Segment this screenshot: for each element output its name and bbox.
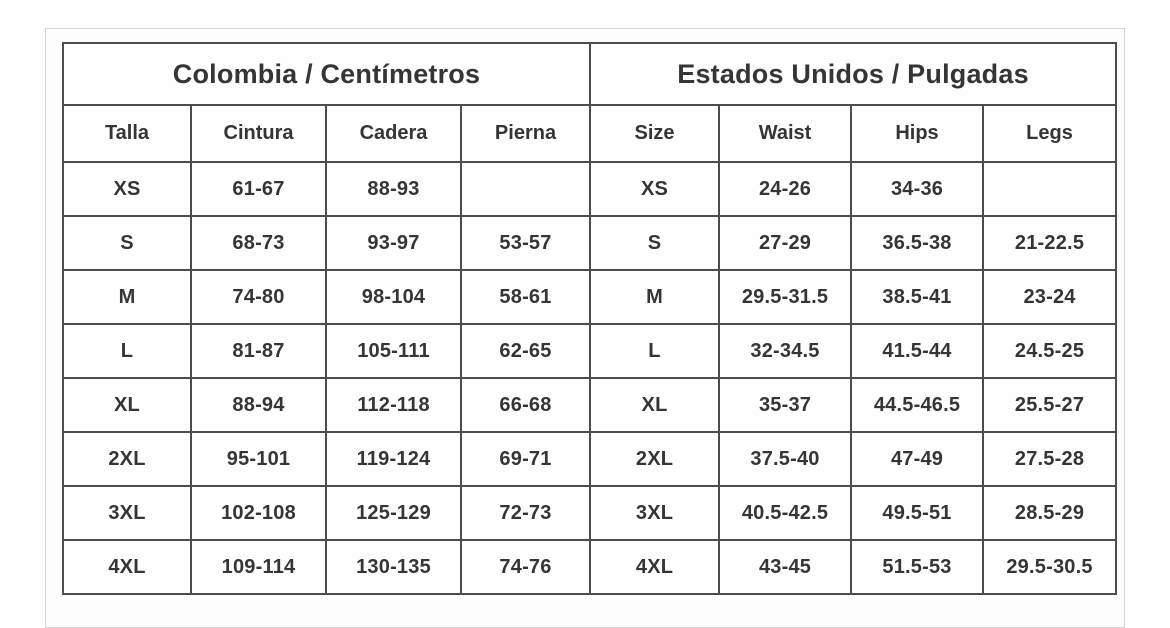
cell-legs-cm: 69-71 — [461, 432, 590, 486]
cell-legs-in: 21-22.5 — [983, 216, 1116, 270]
column-header-talla: Talla — [63, 105, 191, 162]
table-row-2xl — [63, 432, 1116, 486]
cell-size-us: 3XL — [590, 486, 719, 540]
cell-waist-cm: 88-94 — [191, 378, 326, 432]
table-row-3xl — [63, 486, 1116, 540]
cell-size: XL — [63, 378, 191, 432]
cell-legs-in: 28.5-29 — [983, 486, 1116, 540]
cell-waist-cm: 61-67 — [191, 162, 326, 216]
cell-waist-cm: 102-108 — [191, 486, 326, 540]
cell-size: S — [63, 216, 191, 270]
cell-size-us: XL — [590, 378, 719, 432]
table-row-xl — [63, 378, 1116, 432]
size-chart-card — [45, 28, 1125, 628]
column-header-size: Size — [590, 105, 719, 162]
column-header-cintura: Cintura — [191, 105, 326, 162]
cell-waist-cm: 68-73 — [191, 216, 326, 270]
cell-hips-in: 44.5-46.5 — [851, 378, 983, 432]
cell-legs-cm: 53-57 — [461, 216, 590, 270]
cell-size-us: 4XL — [590, 540, 719, 594]
cell-hips-cm: 119-124 — [326, 432, 461, 486]
cell-legs-in: 23-24 — [983, 270, 1116, 324]
cell-size: M — [63, 270, 191, 324]
cell-legs-in — [983, 162, 1116, 216]
cell-hips-in: 49.5-51 — [851, 486, 983, 540]
cell-size-us: XS — [590, 162, 719, 216]
cell-legs-in: 25.5-27 — [983, 378, 1116, 432]
section-header-row — [63, 43, 1116, 105]
cell-size-us: L — [590, 324, 719, 378]
column-header-hips: Hips — [851, 105, 983, 162]
cell-waist-in: 40.5-42.5 — [719, 486, 851, 540]
cell-waist-in: 37.5-40 — [719, 432, 851, 486]
column-header-legs: Legs — [983, 105, 1116, 162]
cell-size-us: S — [590, 216, 719, 270]
cell-legs-in: 24.5-25 — [983, 324, 1116, 378]
cell-legs-in: 29.5-30.5 — [983, 540, 1116, 594]
cell-size-us: M — [590, 270, 719, 324]
cell-waist-in: 35-37 — [719, 378, 851, 432]
cell-hips-cm: 125-129 — [326, 486, 461, 540]
table-row-4xl — [63, 540, 1116, 594]
cell-size-us: 2XL — [590, 432, 719, 486]
cell-hips-in: 41.5-44 — [851, 324, 983, 378]
cell-legs-cm — [461, 162, 590, 216]
cell-hips-in: 36.5-38 — [851, 216, 983, 270]
cell-waist-in: 24-26 — [719, 162, 851, 216]
cell-legs-cm: 74-76 — [461, 540, 590, 594]
column-header-pierna: Pierna — [461, 105, 590, 162]
cell-size: 3XL — [63, 486, 191, 540]
cell-waist-cm: 109-114 — [191, 540, 326, 594]
size-chart-table — [62, 42, 1117, 595]
cell-waist-cm: 95-101 — [191, 432, 326, 486]
cell-waist-in: 27-29 — [719, 216, 851, 270]
cell-hips-cm: 88-93 — [326, 162, 461, 216]
cell-hips-cm: 130-135 — [326, 540, 461, 594]
table-row-xs — [63, 162, 1116, 216]
column-header-cadera: Cadera — [326, 105, 461, 162]
cell-legs-in: 27.5-28 — [983, 432, 1116, 486]
section-title-usa: Estados Unidos / Pulgadas — [590, 43, 1116, 105]
section-title-colombia: Colombia / Centímetros — [63, 43, 590, 105]
cell-size: 4XL — [63, 540, 191, 594]
cell-legs-cm: 62-65 — [461, 324, 590, 378]
table-row-l — [63, 324, 1116, 378]
cell-hips-cm: 105-111 — [326, 324, 461, 378]
cell-legs-cm: 72-73 — [461, 486, 590, 540]
cell-size: L — [63, 324, 191, 378]
cell-hips-cm: 98-104 — [326, 270, 461, 324]
cell-legs-cm: 58-61 — [461, 270, 590, 324]
cell-waist-in: 43-45 — [719, 540, 851, 594]
cell-size: XS — [63, 162, 191, 216]
table-row-m — [63, 270, 1116, 324]
cell-hips-in: 34-36 — [851, 162, 983, 216]
cell-hips-in: 47-49 — [851, 432, 983, 486]
column-header-row — [63, 105, 1116, 162]
cell-legs-cm: 66-68 — [461, 378, 590, 432]
cell-waist-in: 32-34.5 — [719, 324, 851, 378]
table-row-s — [63, 216, 1116, 270]
cell-waist-in: 29.5-31.5 — [719, 270, 851, 324]
cell-hips-in: 38.5-41 — [851, 270, 983, 324]
column-header-waist: Waist — [719, 105, 851, 162]
cell-size: 2XL — [63, 432, 191, 486]
cell-hips-cm: 93-97 — [326, 216, 461, 270]
cell-waist-cm: 74-80 — [191, 270, 326, 324]
cell-hips-in: 51.5-53 — [851, 540, 983, 594]
cell-waist-cm: 81-87 — [191, 324, 326, 378]
cell-hips-cm: 112-118 — [326, 378, 461, 432]
